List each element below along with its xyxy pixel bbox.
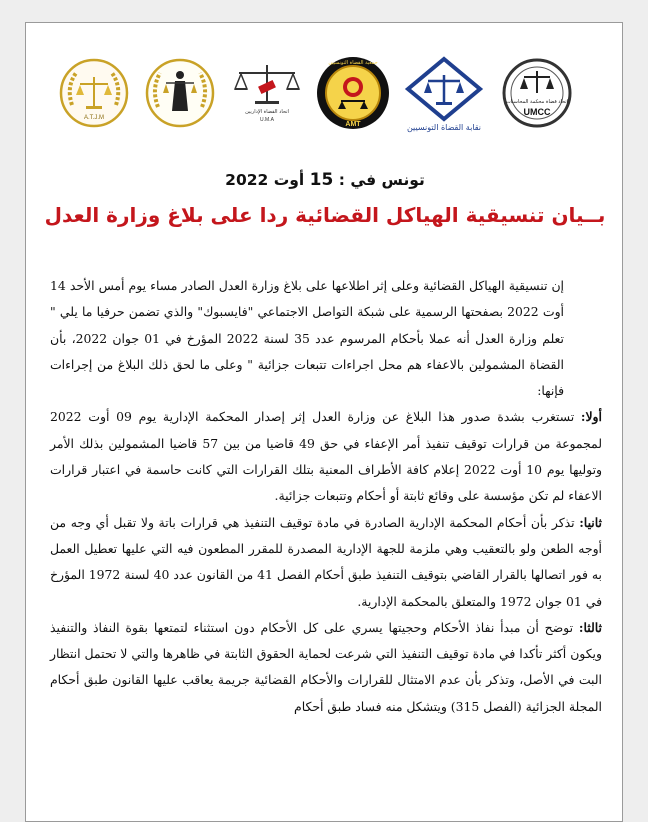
justice-figure-logo	[144, 55, 216, 131]
umcc-logo	[500, 57, 574, 129]
point-two-paragraph	[50, 510, 602, 615]
point-three-paragraph	[50, 615, 602, 720]
document-title: بــيان تنسيقية الهياكل القضائية ردا على بلاغ وزارة العدل	[44, 203, 606, 227]
point-label: أولا:	[580, 409, 602, 425]
date-day: 15	[309, 170, 334, 190]
syndicat-logo-caption: نقابة القضاة التونسيين	[406, 123, 482, 132]
date-month-year: أوت 2022	[225, 171, 305, 189]
umcc-logo-caption: اتحاد قضاة محكمة المحاسبات	[505, 99, 569, 105]
amt-logo-text: AMT	[345, 121, 361, 128]
atjm-logo-text: A.T.J.M	[83, 115, 105, 121]
document-date	[26, 170, 623, 190]
intro-paragraph	[50, 273, 602, 404]
date-prefix: تونس في :	[338, 171, 425, 189]
document-body	[50, 273, 602, 720]
paragraph-text: تستغرب بشدة صدور هذا البلاغ عن وزارة العدل إثر إصدار المحكمة الإدارية يوم 09 أوت 2022 لمجموعة من قرارات توقيف تنفيذ أمر الإعفاء في حق 49 قاضيا من بين 57 قاضيا المشمولين بذلك الأمر وتوليها يوم 10 أوت 2022 إعلام كافة الأطراف المعنية بتلك القرارات التي كانت حاسمة في اعتبار قرارات الاعفاء لم تكن مؤسسة على وقائع ثابتة أو أحكام وتتبعات جزائية.	[50, 409, 603, 504]
point-label: ثانيا:	[579, 514, 602, 530]
atjm-logo	[58, 57, 130, 129]
paragraph-text: تذكر بأن أحكام المحكمة الإدارية الصادرة في مادة توقيف التنفيذ هي قرارات باتة ولا تقبل أي وجه من أوجه الطعن ولو بالتعقيب وهي ملزمة للجهة الإدارية المصدرة للمقرر المطعون فيه التي عليها تعطيل العمل به فور اتصالها بالقرار القاضي بتوقيف التنفيذ طبق أحكام الفصل 41 من القانون عدد 40 لسنة 1972 المؤرخ في 01 جوان 1972 والمتعلق بالمحكمة الإدارية.	[50, 514, 602, 609]
logos-row	[26, 51, 623, 141]
amt-logo	[315, 55, 391, 131]
uma-logo-text: U.M.A	[260, 117, 274, 123]
umcc-logo-text: UMCC	[523, 107, 551, 117]
amt-logo-caption: جمعية القضاة التونسيين	[328, 60, 378, 66]
uma-logo-caption: اتحاد القضاة الإداريين	[245, 109, 289, 115]
paragraph-text: توضح أن مبدأ نفاذ الأحكام وحجيتها يسري على كل الأحكام دون استثناء لتمتعها بقوة النفاذ والتنفيذ ويكون أكثر تأكدا في مادة توقيف التنفيذ التي شرعت لحماية الحقوق الثابتة في ظاهرها والتي لا تحتمل انتظار البت في الأصل، وتذكر بأن عدم الامتثال للقرارات والأحكام القضائية جريمة يعاقب عليها القانون طبق أحكام المجلة الجزائية (الفصل 315) ويتشكل منه فساد طبق أحكام	[50, 619, 602, 714]
syndicat-magistrats-logo	[398, 55, 490, 133]
document-page	[25, 22, 623, 822]
point-label: ثالثا:	[578, 619, 602, 635]
paragraph-text: إن تنسيقية الهياكل القضائية وعلى إثر اطلاعها على بلاغ وزارة العدل الصادر مساء يوم أمس الأحد 14 أوت 2022 بصفحتها الرسمية على شبكة التواصل الاجتماعي "فايسبوك" والذي تضمن حرفيا ما يلي " تعلم وزارة العدل أنه عملا بأحكام المرسوم عدد 35 لسنة 2022 المؤرخ في 01 جوان 2022، بأن القضاة المشمولين بالاعفاء هم محل اجراءات تتبعات جزائية " وعلى ما لحق ذلك البلاغ من إجراءات فإنها:	[50, 278, 565, 399]
point-one-paragraph	[50, 404, 602, 509]
uma-logo	[229, 59, 305, 127]
